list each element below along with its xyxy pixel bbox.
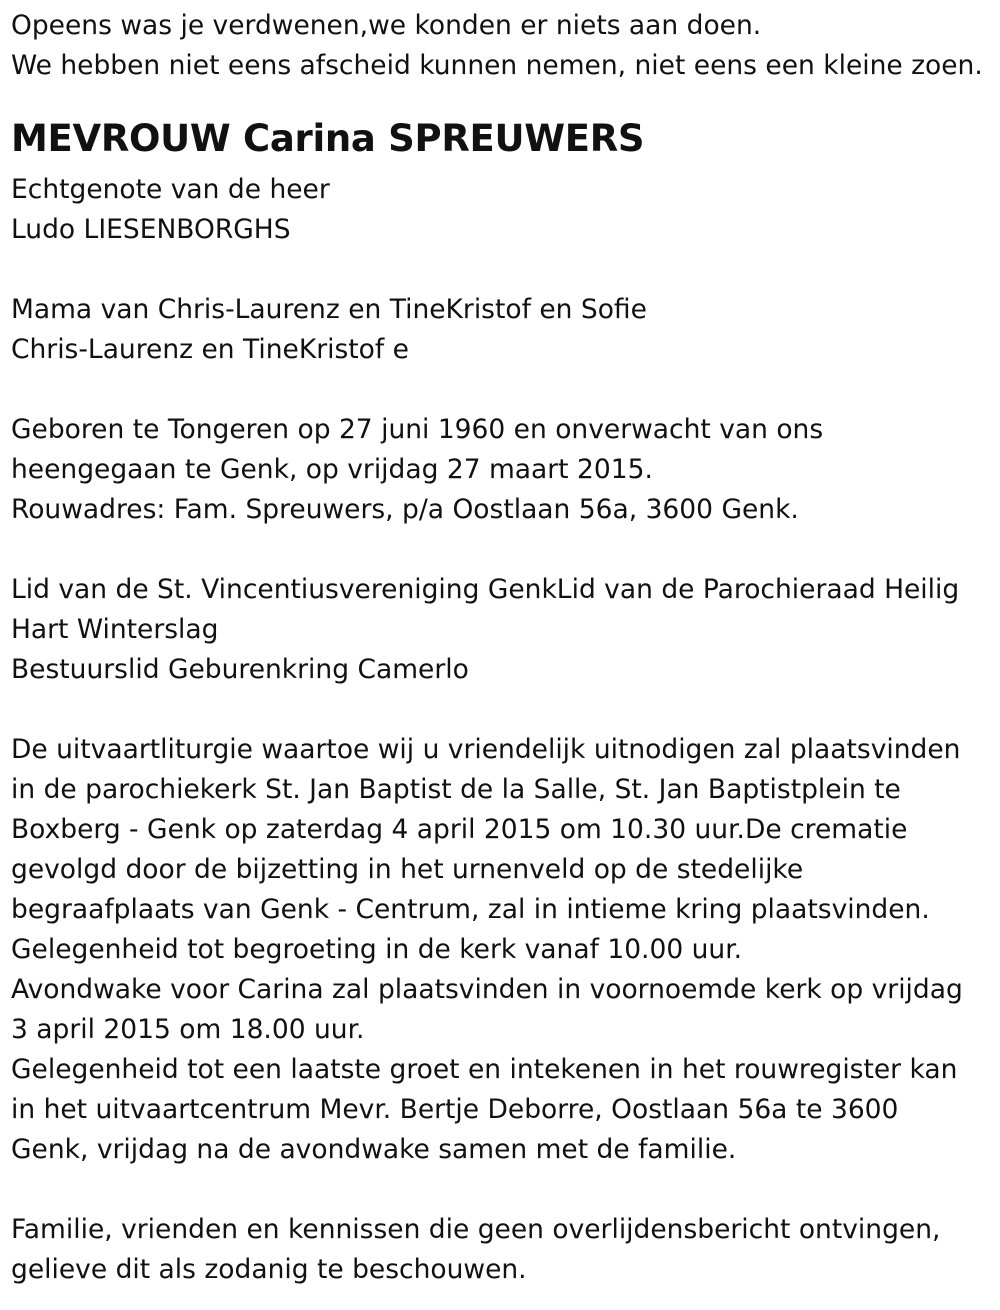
ceremony-line: gevolgd door de bijzetting in het urnenveld op de stedelijke — [11, 854, 804, 885]
poem-line: We hebben niet eens afscheid kunnen nemen, niet eens een kleine zoen. — [11, 50, 983, 81]
deceased-name: MEVROUW Carina SPREUWERS — [11, 117, 645, 160]
birth-death-line: Geboren te Tongeren op 27 juni 1960 en onverwacht van ons — [11, 414, 824, 445]
ceremony-line: Genk, vrijdag na de avondwake samen met de familie. — [11, 1134, 737, 1165]
spacer — [11, 370, 991, 410]
memberships-section — [11, 570, 991, 690]
ceremony-line: Boxberg - Genk op zaterdag 4 april 2015 om 10.30 uur.De crematie — [11, 814, 908, 845]
birth-death-section — [11, 410, 991, 530]
poem-section — [11, 6, 991, 86]
children-section — [11, 290, 991, 370]
spouse-section — [11, 170, 991, 250]
closing-section — [11, 1210, 991, 1290]
spouse-line: Ludo LIESENBORGHS — [11, 214, 291, 245]
ceremony-line: in het uitvaartcentrum Mevr. Bertje Deborre, Oostlaan 56a te 3600 — [11, 1094, 899, 1125]
membership-line: Bestuurslid Geburenkring Camerlo — [11, 654, 469, 685]
spouse-line: Echtgenote van de heer — [11, 174, 330, 205]
ceremony-line: Gelegenheid tot begroeting in de kerk vanaf 10.00 uur. — [11, 934, 743, 965]
spacer — [11, 690, 991, 730]
ceremony-line: in de parochiekerk St. Jan Baptist de la Salle, St. Jan Baptistplein te — [11, 774, 901, 805]
obituary-document — [11, 6, 991, 1290]
spacer — [11, 530, 991, 570]
spacer — [11, 250, 991, 290]
membership-line: Hart Winterslag — [11, 614, 219, 645]
closing-line: gelieve dit als zodanig te beschouwen. — [11, 1254, 527, 1285]
children-line: Mama van Chris-Laurenz en TineKristof en Sofie — [11, 294, 647, 325]
ceremony-line: Gelegenheid tot een laatste groet en intekenen in het rouwregister kan — [11, 1054, 958, 1085]
membership-line: Lid van de St. Vincentiusvereniging GenkLid van de Parochieraad Heilig — [11, 574, 960, 605]
mourning-address: Rouwadres: Fam. Spreuwers, p/a Oostlaan 56a, 3600 Genk. — [11, 494, 799, 525]
ceremony-line: begraafplaats van Genk - Centrum, zal in intieme kring plaatsvinden. — [11, 894, 930, 925]
ceremony-line: 3 april 2015 om 18.00 uur. — [11, 1014, 365, 1045]
ceremony-line: De uitvaartliturgie waartoe wij u vriendelijk uitnodigen zal plaatsvinden — [11, 734, 961, 765]
children-line: Chris-Laurenz en TineKristof e — [11, 334, 409, 365]
closing-line: Familie, vrienden en kennissen die geen overlijdensbericht ontvingen, — [11, 1214, 941, 1245]
birth-death-line: heengegaan te Genk, op vrijdag 27 maart 2015. — [11, 454, 653, 485]
ceremony-section — [11, 730, 991, 1170]
spacer — [11, 1170, 991, 1210]
poem-line: Opeens was je verdwenen,we konden er niets aan doen. — [11, 10, 762, 41]
ceremony-line: Avondwake voor Carina zal plaatsvinden in voornoemde kerk op vrijdag — [11, 974, 963, 1005]
